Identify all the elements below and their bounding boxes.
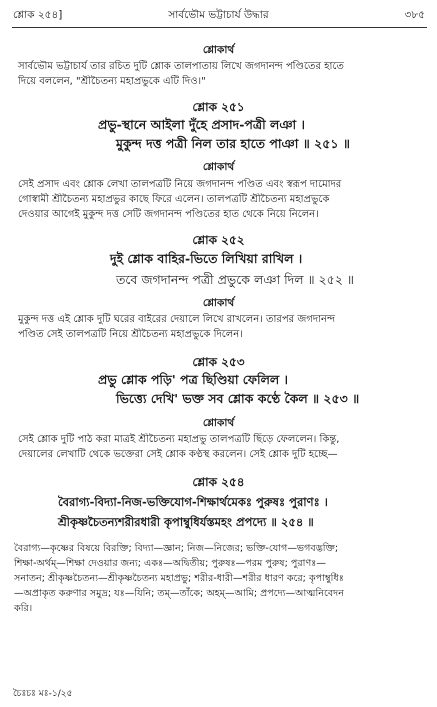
verse-line: দুই শ্লোক বাহির-ভিতে লিখিয়া রাখিল । <box>110 251 303 266</box>
meaning-heading: শ্লোকার্থ <box>202 161 235 173</box>
meaning-line: পণ্ডিত সেই তালপত্রটি নিয়ে শ্রীচৈতন্য মহাপ্রভুকে দিলেন। <box>18 329 243 340</box>
meaning-heading: শ্লোকার্থ <box>202 297 235 309</box>
sloka-number: শ্লোক ২৫৪ <box>192 475 245 489</box>
footer-signature: চৈঃচঃ মঃ-১/২৫ <box>13 689 73 699</box>
glossary-line: সনাতন; শ্রীকৃষ্ণচৈতন্য—শ্রীকৃষ্ণচৈতন্য মহাপ্রভু; শরীর-ধারী—শরীর ধারণ করে; কৃপাম্বুধিঃ <box>14 573 344 584</box>
sloka-number: শ্লোক ২৫৩ <box>192 355 245 369</box>
verse-line: ভিত্ত্যে দেখি' ভক্ত সব শ্লোক কণ্ঠে কৈল ॥ ২৫৩ ॥ <box>116 391 360 406</box>
meaning-line: সেই প্রসাদ এবং শ্লোক লেখা তালপত্রটি নিয়ে জগদানন্দ পণ্ডিত এবং স্বরূপ দামোদর <box>18 179 342 190</box>
sloka-number: শ্লোক ২৫১ <box>192 100 245 114</box>
meaning-heading: শ্লোকার্থ <box>202 417 235 429</box>
verse-line: প্রভু-স্থানে আইলা দুঁহে প্রসাদ-পত্রী লঞা । <box>98 117 305 132</box>
verse-line: তবে জগদানন্দ পত্রী প্রভুকে লঞা দিল ॥ ২৫২ ॥ <box>116 272 354 287</box>
meaning-line: সেই শ্লোক দুটি পাঠ করা মাত্রই শ্রীচৈতন্য মহাপ্রভু তালপত্রটি ছিঁড়ে ফেললেন। কিন্তু, <box>18 434 340 445</box>
meaning-line: দিয়ে বললেন, "শ্রীচৈতন্য মহাপ্রভুকে এটি দিও।" <box>18 76 206 87</box>
meaning-line: দেওয়ার আগেই মুকুন্দ দত্ত সেটি জগদানন্দ পণ্ডিতের হাত থেকে নিয়ে নিলেন। <box>18 209 319 220</box>
page-number: ৩৮৫ <box>404 9 425 21</box>
meaning-line: গোস্বামী শ্রীচৈতন্য মহাপ্রভুর কাছে ফিরে এলেন। তালপত্রটি শ্রীচৈতন্য মহাপ্রভুকে <box>18 194 330 205</box>
glossary-line: —অপ্রাকৃত করুণার সমুদ্র; যঃ—যিনি; তম্—তাঁকে; অহম্—আমি; প্রপদ্যে—আত্মনিবেদন <box>14 588 344 599</box>
verse-line: মুকুন্দ দত্ত পত্রী নিল তার হাতে পাঞা ॥ ২৫১ ॥ <box>116 136 350 151</box>
glossary-line: শিক্ষা-অর্থম্—শিক্ষা দেওয়ার জন্য; একঃ—অদ্বিতীয়; পুরুষঃ—পরম পুরুষ; পুরাণঃ— <box>14 558 326 569</box>
running-header-left: শ্লোক ২৫৪] <box>13 9 63 21</box>
sloka-number: শ্লোক ২৫২ <box>192 233 245 247</box>
meaning-line: সার্বভৌম ভট্টাচার্য তার রচিত দুটি শ্লোক তালপাতায় লিখে জগদানন্দ পণ্ডিতের হাতে <box>18 61 344 72</box>
header-rule <box>12 27 427 28</box>
meaning-line: মুকুন্দ দত্ত এই শ্লোক দুটি ঘরের বাইরের দেয়ালে লিখে রাখলেন। তারপর জগদানন্দ <box>18 314 335 325</box>
meaning-heading: শ্লোকার্থ <box>202 44 235 56</box>
running-header-title: সার্বভৌম ভট্টাচার্য উদ্ধার <box>168 9 269 21</box>
glossary-line: বৈরাগ্য—কৃষ্ণের বিষয়ে বিরক্তি; বিদ্যা—জ্ঞান; নিজ—নিজের; ভক্তি-যোগ—ভগবদ্ভক্তি; <box>14 543 339 554</box>
glossary-line: করি। <box>14 603 33 614</box>
verse-line: বৈরাগ্য-বিদ্যা-নিজ-ভক্তিযোগ-শিক্ষার্থমেকঃ পুরুষঃ পুরাণঃ । <box>58 495 328 509</box>
verse-line: শ্রীকৃষ্ণচৈতন্যশরীরধারী কৃপাম্বুধির্যস্তমহং প্রপদ্যে ॥ ২৫৪ ॥ <box>58 515 314 529</box>
meaning-line: দেয়ালের লেখাটি থেকে ভক্তেরা সেই শ্লোক কণ্ঠস্থ করলেন। সেই শ্লোক দুটি হচ্ছে— <box>18 449 338 460</box>
verse-line: প্রভু শ্লোক পড়ি' পত্র ছিণ্ডিয়া ফেলিল । <box>98 372 289 387</box>
